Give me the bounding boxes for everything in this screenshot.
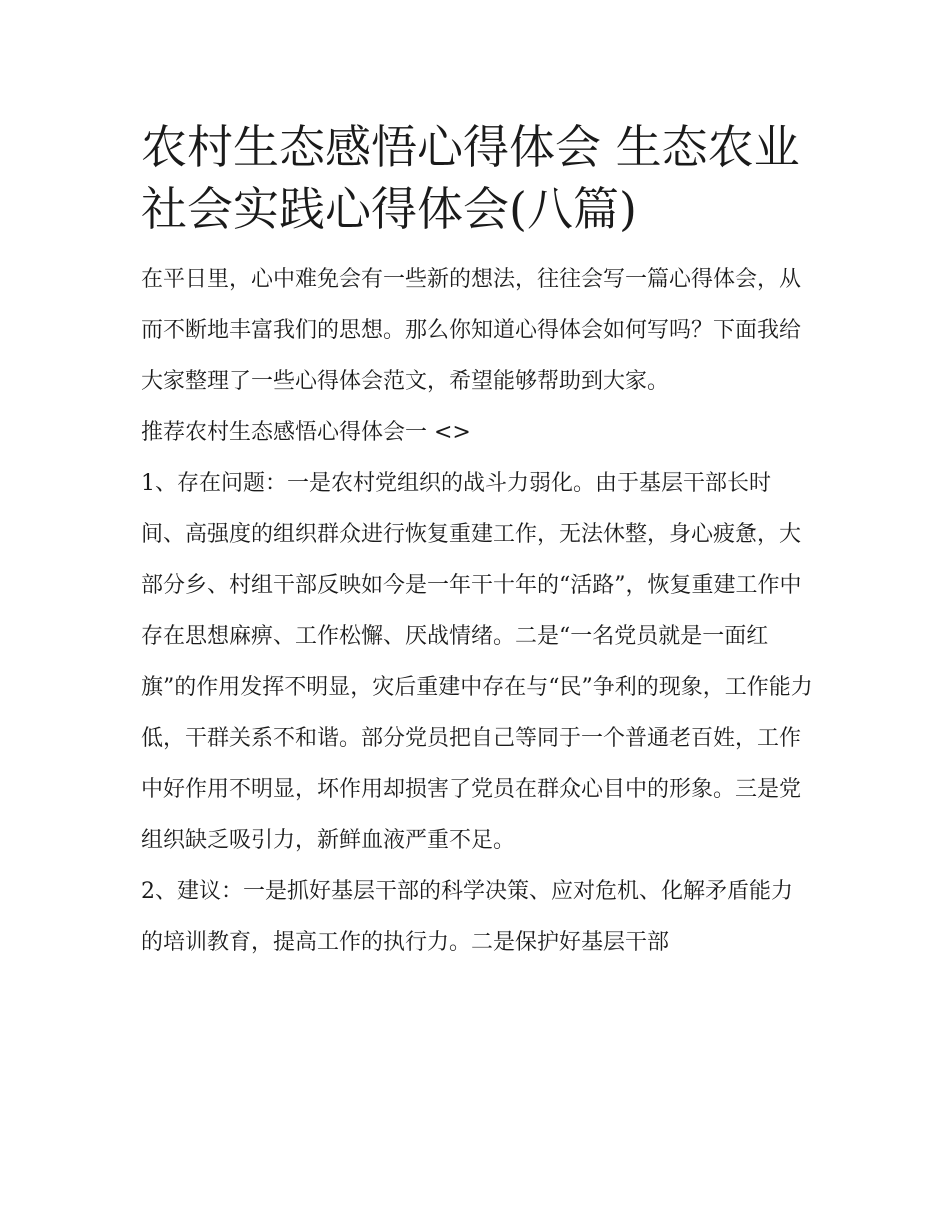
suggestions-paragraph: 2、建议：一是抓好基层干部的科学决策、应对危机、化解矛盾能力的培训教育，提高工作的执行力。二是保护好基层干部 — [141, 879, 793, 955]
problems-paragraph: 1、存在问题：一是农村党组织的战斗力弱化。由于基层干部长时间、高强度的组织群众进行恢复重建工作，无法休整，身心疲惫，大部分乡、村组干部反映如今是一年干十年的“活路”，恢复重建工作中存在思想麻痹、工作松懈、厌战情绪。二是“一名党员就是一面红旗”的作用发挥不明显，灾后重建中存在与“民”争利的现象，工作能力低，干群关系不和谐。部分党员把自己等同于一个普通老百姓，工作中好作用不明显，坏作用却损害了党员在群众心目中的形象。三是党组织缺乏吸引力，新鲜血液严重不足。 — [141, 471, 813, 853]
intro-paragraph: 在平日里，心中难免会有一些新的想法，往往会写一篇心得体会，从而不断地丰富我们的思想。那么你知道心得体会如何写吗？下面我给大家整理了一些心得体会范文，希望能够帮助到大家。 — [141, 267, 802, 394]
document-title: 农村生态感悟心得体会 生态农业社会实践心得体会(八篇) — [141, 120, 800, 236]
section-heading: 推荐农村生态感悟心得体会一 <> — [141, 420, 471, 445]
document-body — [141, 116, 813, 968]
